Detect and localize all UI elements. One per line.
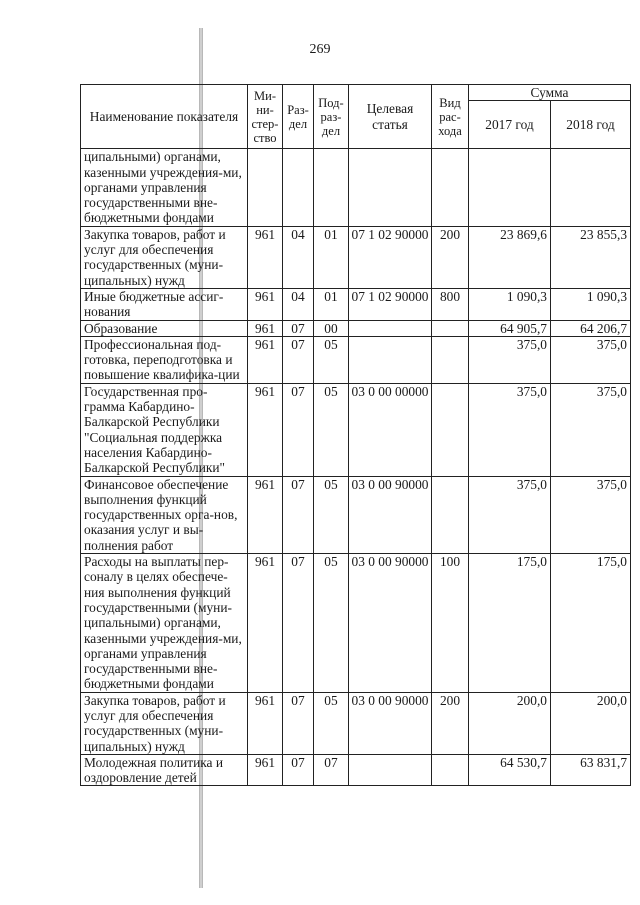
row-amount-2017: 200,0 [469, 692, 551, 754]
row-amount-2017: 1 090,3 [469, 288, 551, 320]
row-ministry [248, 149, 283, 226]
row-expense-type: 200 [432, 226, 469, 288]
row-expense-type: 800 [432, 288, 469, 320]
row-name: Финансовое обеспечение выполнения функций государственных орга-нов, оказания услуг и вы-полнения работ [81, 476, 248, 553]
row-subsection: 05 [314, 692, 349, 754]
row-name: Иные бюджетные ассиг-нования [81, 288, 248, 320]
row-name: ципальными) органами, казенными учреждения-ми, органами управления государственными вне-бюджетными фондами [81, 149, 248, 226]
header-year-2018: 2018 год [551, 101, 631, 149]
row-ministry: 961 [248, 226, 283, 288]
row-name: Закупка товаров, работ и услуг для обеспечения государственных (муни-ципальных) нужд [81, 226, 248, 288]
table-row [81, 476, 631, 553]
row-section: 07 [283, 692, 314, 754]
row-amount-2018: 64 206,7 [551, 320, 631, 336]
row-amount-2017: 175,0 [469, 554, 551, 693]
row-amount-2018: 375,0 [551, 383, 631, 476]
header-name: Наименование показателя [81, 85, 248, 149]
row-target [349, 336, 432, 383]
row-amount-2018: 175,0 [551, 554, 631, 693]
row-target [349, 320, 432, 336]
table-row [81, 320, 631, 336]
row-target: 03 0 00 90000 [349, 554, 432, 693]
row-amount-2017: 64 905,7 [469, 320, 551, 336]
row-subsection: 01 [314, 288, 349, 320]
row-section: 07 [283, 476, 314, 553]
row-ministry: 961 [248, 554, 283, 693]
header-section: Раз- дел [283, 85, 314, 149]
row-name: Государственная про-грамма Кабардино-Балкарской Республики "Социальная поддержка населения Кабардино-Балкарской Республики" [81, 383, 248, 476]
row-ministry: 961 [248, 320, 283, 336]
row-target: 03 0 00 90000 [349, 476, 432, 553]
row-expense-type [432, 383, 469, 476]
table-row [81, 336, 631, 383]
table-row [81, 383, 631, 476]
row-target: 07 1 02 90000 [349, 226, 432, 288]
header-target: Целевая статья [349, 85, 432, 149]
row-amount-2018: 63 831,7 [551, 754, 631, 786]
row-name: Молодежная политика и оздоровление детей [81, 754, 248, 786]
page-number: 269 [309, 42, 331, 57]
row-ministry: 961 [248, 754, 283, 786]
row-amount-2017: 375,0 [469, 383, 551, 476]
row-ministry: 961 [248, 288, 283, 320]
row-subsection: 05 [314, 336, 349, 383]
row-section: 07 [283, 383, 314, 476]
row-section: 04 [283, 288, 314, 320]
row-expense-type [432, 476, 469, 553]
header-subsection: Под- раз- дел [314, 85, 349, 149]
row-amount-2017: 375,0 [469, 336, 551, 383]
row-name: Закупка товаров, работ и услуг для обеспечения государственных (муни-ципальных) нужд [81, 692, 248, 754]
row-expense-type [432, 149, 469, 226]
row-name: Расходы на выплаты пер-соналу в целях обеспече-ния выполнения функций государственными (муни-ципальными) органами, казенными учреждения-ми, органами управления государственными вне-бюджетными фондами [81, 554, 248, 693]
table-row [81, 554, 631, 693]
table-row [81, 226, 631, 288]
row-subsection: 05 [314, 383, 349, 476]
row-name: Образование [81, 320, 248, 336]
table-row [81, 288, 631, 320]
row-amount-2018: 23 855,3 [551, 226, 631, 288]
row-section: 07 [283, 754, 314, 786]
row-amount-2018: 1 090,3 [551, 288, 631, 320]
row-amount-2017: 64 530,7 [469, 754, 551, 786]
row-amount-2017: 23 869,6 [469, 226, 551, 288]
row-ministry: 961 [248, 692, 283, 754]
row-subsection: 00 [314, 320, 349, 336]
row-subsection: 05 [314, 476, 349, 553]
header-year-2017: 2017 год [469, 101, 551, 149]
row-amount-2017 [469, 149, 551, 226]
row-target [349, 149, 432, 226]
row-section: 04 [283, 226, 314, 288]
table-row [81, 149, 631, 226]
row-amount-2018: 375,0 [551, 476, 631, 553]
row-expense-type [432, 320, 469, 336]
row-section [283, 149, 314, 226]
row-amount-2018 [551, 149, 631, 226]
table-row [81, 692, 631, 754]
row-section: 07 [283, 336, 314, 383]
header-sum: Сумма [469, 85, 631, 101]
row-expense-type: 200 [432, 692, 469, 754]
row-name: Профессиональная под-готовка, переподготовка и повышение квалифика-ции [81, 336, 248, 383]
row-subsection [314, 149, 349, 226]
row-expense-type [432, 336, 469, 383]
row-amount-2018: 375,0 [551, 336, 631, 383]
row-expense-type: 100 [432, 554, 469, 693]
row-ministry: 961 [248, 476, 283, 553]
header-ministry: Ми- ни- стер- ство [248, 85, 283, 149]
row-expense-type [432, 754, 469, 786]
row-ministry: 961 [248, 336, 283, 383]
header-expense-type: Вид рас- хода [432, 85, 469, 149]
table-row [81, 754, 631, 786]
row-section: 07 [283, 554, 314, 693]
row-subsection: 05 [314, 554, 349, 693]
row-target: 03 0 00 90000 [349, 692, 432, 754]
row-target: 03 0 00 00000 [349, 383, 432, 476]
budget-table [80, 84, 631, 786]
row-target: 07 1 02 90000 [349, 288, 432, 320]
row-amount-2018: 200,0 [551, 692, 631, 754]
row-subsection: 01 [314, 226, 349, 288]
row-target [349, 754, 432, 786]
row-ministry: 961 [248, 383, 283, 476]
row-section: 07 [283, 320, 314, 336]
row-subsection: 07 [314, 754, 349, 786]
row-amount-2017: 375,0 [469, 476, 551, 553]
